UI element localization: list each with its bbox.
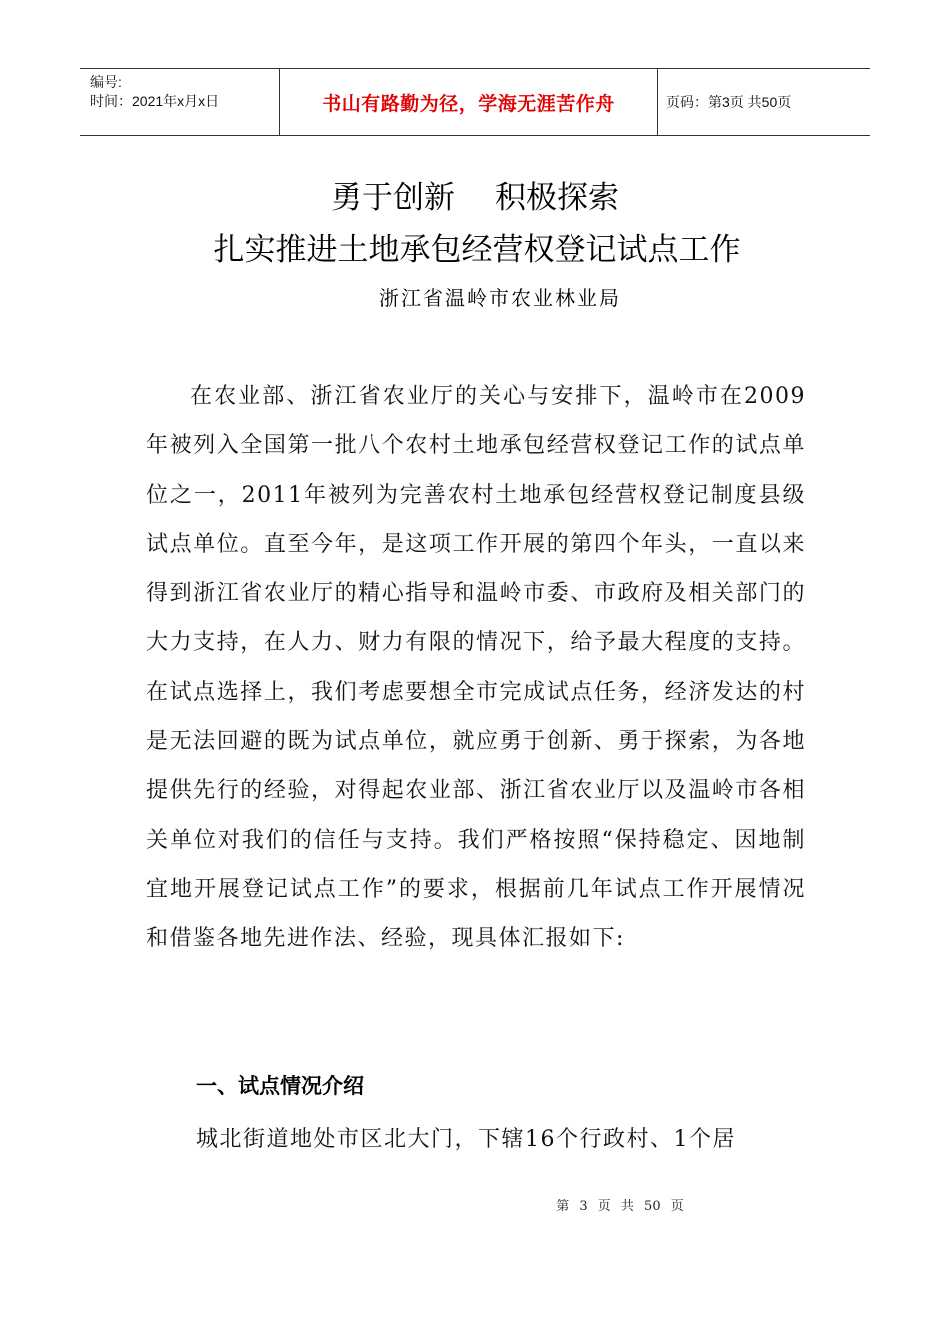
page-info: 页码：第3页 共50页 [666, 94, 792, 110]
header-table [80, 68, 870, 136]
page-footer: 第 3 页 共 50 页 [556, 1199, 684, 1214]
title-line-2: 扎实推进土地承包经营权登记试点工作 [213, 232, 741, 268]
section-heading: 一、试点情况介绍 [196, 1074, 364, 1098]
section-paragraph: 城北街道地处市区北大门，下辖16个行政村、1个居 [196, 1127, 736, 1152]
title-line-1-part-2: 积极探索 [495, 180, 619, 216]
number-label: 编号: [90, 74, 122, 90]
body-paragraph: 在农业部、浙江省农业厅的关心与安排下，温岭市在2009年被列入全国第一批八个农村土地承包经营权登记工作的试点单位之一，2011年被列为完善农村土地承包经营权登记制度县级试点单位。直至今年，是这项工作开展的第四个年头，一直以来得到浙江省农业厅的精心指导和温岭市委、市政府及相关部门的大力支持，在人力、财力有限的情况下，给予最大程度的支持。在试点选择上，我们考虑要想全市完成试点任务，经济发达的村是无法回避的既为试点单位，就应勇于创新、勇于探索，为各地提供先行的经验，对得起农业部、浙江省农业厅以及温岭市各相关单位对我们的信任与支持。我们严格按照“保持稳定、因地制宜地开展登记试点工作”的要求，根据前几年试点工作开展情况和借鉴各地先进作法、经验，现具体汇报如下: [146, 384, 806, 952]
title-line-1 [0, 172, 950, 217]
header-meta-cell [80, 69, 280, 135]
header-motto-cell [280, 69, 658, 135]
motto: 书山有路勤为径，学海无涯苦作舟 [322, 92, 615, 115]
header-page-cell [658, 69, 870, 135]
time-label: 时间：2021年x月x日 [90, 93, 220, 109]
title-line-1-part-1: 勇于创新 [331, 180, 455, 216]
organization: 浙江省温岭市农业林业局 [379, 286, 621, 310]
